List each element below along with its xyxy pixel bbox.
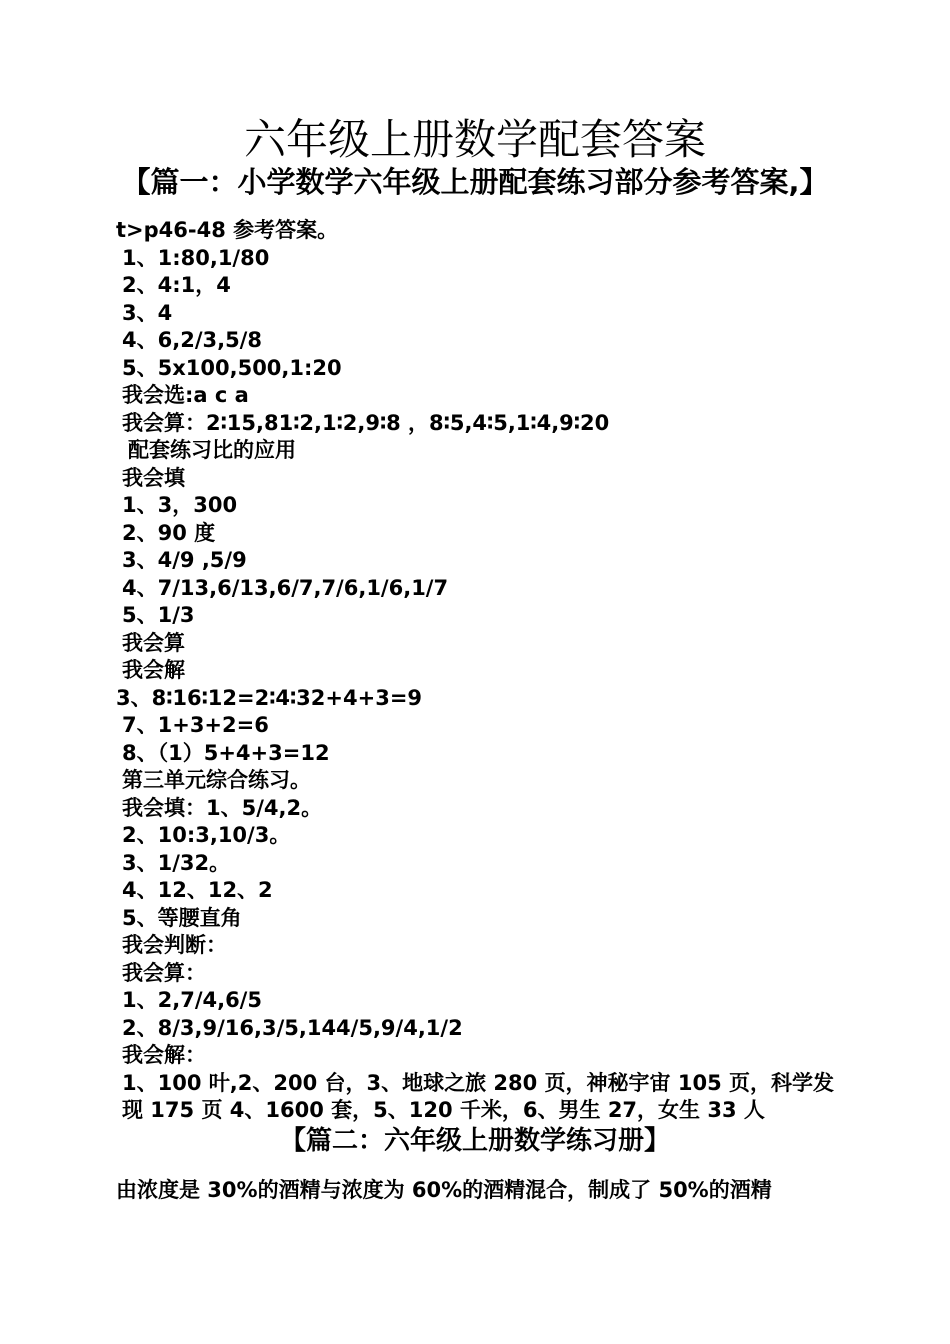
content-line: 4、12、12、2 [122,878,273,902]
section1-heading: 【篇一：小学数学六年级上册配套练习部分参考答案,】 [121,165,829,199]
content-line: 1、3，300 [122,493,238,517]
content-line: 5、1/3 [122,603,195,627]
answer-content [116,217,836,1125]
content-line: 我会判断： [122,933,227,957]
content-line: 5、等腰直角 [122,905,242,930]
content-line: 我会算：2∶15,81∶2,1∶2,9∶8 ，8∶5,4∶5,1∶4,9∶20 [122,410,610,435]
content-line: 2、4:1，4 [122,273,231,297]
content-line: 2、10:3,10/3。 [122,823,291,847]
content-line: 3、4/9 ,5/9 [122,548,247,572]
content-line: 我会选:a c a [122,383,249,407]
content-line: 5、5x100,500,1:20 [122,355,342,380]
content-line: 2、90 度 [122,520,216,545]
content-line: t>p46-48 参考答案。 [116,218,339,242]
page-title: 六年级上册数学配套答案 [243,115,706,164]
content-line: 我会填：1、5/4,2。 [122,795,323,820]
content-line: 1、1:80,1/80 [122,245,270,270]
content-line: 8、（1）5+4+3=12 [122,740,330,765]
section2-heading: 【篇二：六年级上册数学练习册】 [279,1126,670,1156]
content-line: 2、8/3,9/16,3/5,144/5,9/4,1/2 [122,1015,463,1040]
content-line: 我会解 [122,658,185,682]
content-line: 7、1+3+2=6 [122,713,269,737]
content-line: 我会算： [122,960,206,985]
content-line: 1、2,7/4,6/5 [122,988,262,1012]
content-line: 3、8∶16∶12=2∶4∶32+4+3=9 [116,685,423,710]
content-line: 3、1/32。 [122,850,231,875]
content-line: 4、6,2/3,5/8 [122,328,262,352]
content-line: 4、7/13,6/13,6/7,7/6,1/6,1/7 [122,575,449,600]
content-line: 第三单元综合练习。 [122,768,311,792]
content-line: 由浓度是 30%的酒精与浓度为 60%的酒精混合，制成了 50%的酒精 [116,1178,772,1202]
content-line: 我会填 [122,465,185,490]
content-paragraph: 1、100 叶,2、200 台，3、地球之旅 280 页，神秘宇宙 105 页，科学发现 175 页 4、1600 套，5、120 千米，6、男生 27，女生 33 人 [122,1070,835,1122]
content-line: 3、4 [122,300,173,325]
content-line: 我会算 [122,630,185,655]
content-line: 我会解： [122,1043,206,1067]
content-line: 配套练习比的应用 [128,438,296,462]
